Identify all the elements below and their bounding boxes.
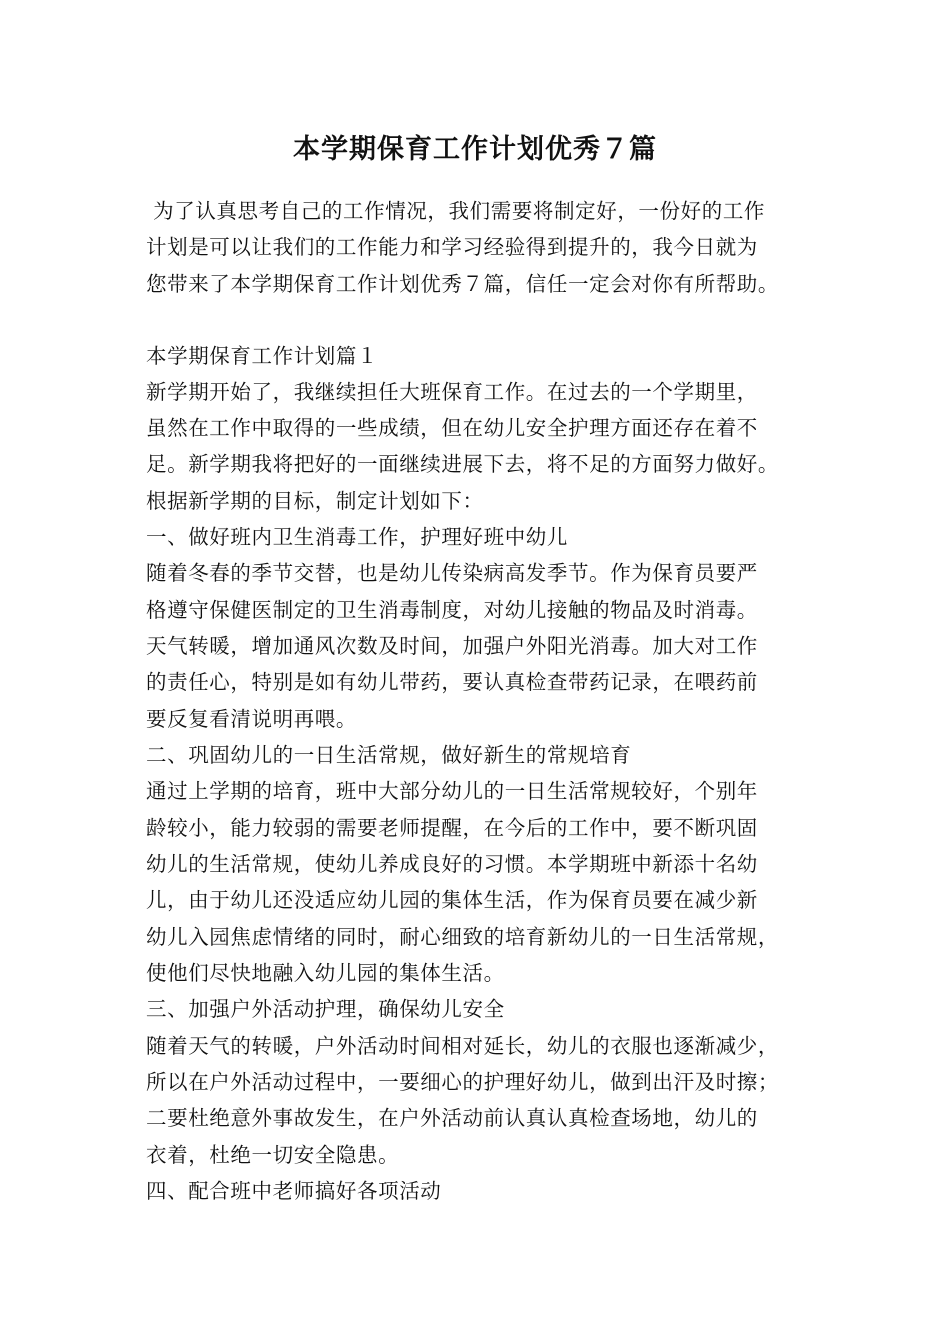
intro-line: 为了认真思考自己的工作情况，我们需要将制定好，一份好的工作 [146, 199, 766, 223]
body-line: 幼儿的生活常规，使幼儿养成良好的习惯。本学期班中新添十名幼 [146, 852, 758, 876]
body-line: 的责任心，特别是如有幼儿带药，要认真检查带药记录，在喂药前 [146, 670, 758, 694]
body-line: 通过上学期的培育，班中大部分幼儿的一日生活常规较好，个别年 [146, 779, 758, 803]
section-heading: 本学期保育工作计划篇１ [146, 344, 379, 368]
subheading-1: 一、做好班内卫生消毒工作，护理好班中幼儿 [146, 525, 568, 549]
body-line: 虽然在工作中取得的一些成绩，但在幼儿安全护理方面还存在着不 [146, 416, 758, 440]
intro-line: 计划是可以让我们的工作能力和学习经验得到提升的，我今日就为 [146, 235, 758, 259]
body-line: 天气转暖，增加通风次数及时间，加强户外阳光消毒。加大对工作 [146, 634, 758, 658]
body-line: 所以在户外活动过程中，一要细心的护理好幼儿，做到出汗及时擦； [146, 1070, 779, 1094]
body-line: 要反复看清说明再喂。 [146, 707, 357, 731]
body-line: 随着天气的转暖，户外活动时间相对延长，幼儿的衣服也逐渐减少， [146, 1034, 779, 1058]
document-title: 本学期保育工作计划优秀７篇 [293, 134, 657, 165]
body-line: 格遵守保健医制定的卫生消毒制度，对幼儿接触的物品及时消毒。 [146, 598, 758, 622]
body-line: 随着冬春的季节交替，也是幼儿传染病高发季节。作为保育员要严 [146, 561, 758, 585]
intro-line: 您带来了本学期保育工作计划优秀７篇，信任一定会对你有所帮助。 [146, 272, 779, 296]
body-line: 衣着，杜绝一切安全隐患。 [146, 1143, 400, 1167]
subheading-2: 二、巩固幼儿的一日生活常规，做好新生的常规培育 [146, 743, 632, 767]
body-line: 使他们尽快地融入幼儿园的集体生活。 [146, 961, 505, 985]
body-line: 龄较小，能力较弱的需要老师提醒，在今后的工作中，要不断巩固 [146, 816, 758, 840]
body-line: 儿，由于幼儿还没适应幼儿园的集体生活，作为保育员要在减少新 [146, 888, 758, 912]
subheading-4: 四、配合班中老师搞好各项活动 [146, 1179, 442, 1203]
subheading-3: 三、加强户外活动护理，确保幼儿安全 [146, 997, 505, 1021]
body-line: 二要杜绝意外事故发生，在户外活动前认真认真检查场地，幼儿的 [146, 1106, 758, 1130]
body-line: 根据新学期的目标，制定计划如下： [146, 489, 484, 513]
body-line: 幼儿入园焦虑情绪的同时，耐心细致的培育新幼儿的一日生活常规， [146, 925, 779, 949]
body-line: 新学期开始了，我继续担任大班保育工作。在过去的一个学期里， [146, 380, 758, 404]
body-line: 足。新学期我将把好的一面继续进展下去，将不足的方面努力做好。 [146, 452, 779, 476]
